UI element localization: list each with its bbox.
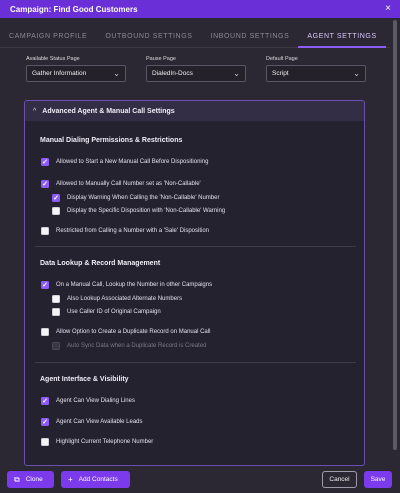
- chevron-down-icon: ⌄: [353, 69, 360, 78]
- section-title-manual: Manual Dialing Permissions & Restrictions: [40, 137, 183, 144]
- checkbox-label: Allowed to Manually Call Number set as 'Non-Callable': [56, 181, 201, 187]
- checkbox-row[interactable]: [41, 396, 135, 406]
- check-icon: ✓: [42, 180, 48, 188]
- checkbox-row[interactable]: [41, 226, 209, 236]
- page-selects: [26, 55, 366, 85]
- check-icon: ✓: [42, 158, 48, 166]
- save-label: Save: [370, 476, 386, 483]
- chevron-up-icon: ^: [33, 107, 37, 115]
- checkbox-label: Allowed to Start a New Manual Call Before Dispositioning: [56, 159, 209, 165]
- checkbox[interactable]: [41, 397, 49, 405]
- checkbox[interactable]: [41, 438, 49, 446]
- checkbox[interactable]: [41, 158, 49, 166]
- default-page-group: [266, 55, 366, 82]
- default-page-label: Default Page: [266, 56, 298, 62]
- checkbox[interactable]: [52, 194, 60, 202]
- checkbox[interactable]: [41, 227, 49, 235]
- advanced-settings-panel: [24, 100, 365, 466]
- checkbox-label: Highlight Current Telephone Number: [56, 439, 154, 445]
- checkbox-label: Display the Specific Disposition with 'Non-Callable' Warning: [67, 208, 226, 214]
- checkbox-row[interactable]: [41, 179, 201, 189]
- tab-inbound-settings[interactable]: INBOUND SETTINGS: [210, 33, 290, 40]
- window-titlebar: [0, 0, 400, 18]
- close-icon[interactable]: ×: [385, 3, 391, 14]
- panel-title: Advanced Agent & Manual Call Settings: [42, 107, 175, 115]
- chevron-down-icon: ⌄: [233, 69, 240, 78]
- checkbox[interactable]: [41, 180, 49, 188]
- add-contacts-button[interactable]: [61, 471, 130, 488]
- check-icon: ✓: [53, 194, 59, 202]
- tab-campaign-profile[interactable]: CAMPAIGN PROFILE: [9, 33, 88, 40]
- status-page-value: Gather Information: [32, 70, 87, 77]
- tab-bar: [0, 26, 390, 48]
- checkbox[interactable]: [52, 207, 60, 215]
- scrollbar-thumb[interactable]: [393, 20, 397, 450]
- add-contacts-label: Add Contacts: [78, 476, 118, 483]
- checkbox-label: On a Manual Call, Lookup the Number in other Campaigns: [56, 282, 213, 288]
- section-title-interface: Agent Interface & Visibility: [40, 376, 129, 383]
- check-icon: ✓: [42, 397, 48, 405]
- checkbox-row[interactable]: [41, 280, 212, 290]
- checkbox-row[interactable]: [41, 437, 153, 447]
- checkbox-row[interactable]: [52, 193, 219, 203]
- checkbox-row[interactable]: [52, 307, 161, 317]
- checkbox-label: Use Caller ID of Original Campaign: [67, 309, 161, 315]
- checkbox-label: Agent Can View Dialing Lines: [56, 398, 135, 404]
- section-title-lookup: Data Lookup & Record Management: [40, 260, 161, 267]
- pause-page-select[interactable]: [146, 65, 246, 82]
- checkbox-label: Allow Option to Create a Duplicate Record on Manual Call: [56, 329, 211, 335]
- default-page-select[interactable]: [266, 65, 366, 82]
- checkbox-label: Restricted from Calling a Number with a 'Sale' Disposition: [56, 228, 210, 234]
- divider: [35, 246, 356, 247]
- plus-icon: +: [68, 475, 73, 484]
- checkbox[interactable]: [52, 295, 60, 303]
- status-page-select[interactable]: [26, 65, 126, 82]
- cancel-label: Cancel: [329, 476, 350, 483]
- checkbox-row[interactable]: [41, 157, 208, 167]
- checkbox[interactable]: [52, 308, 60, 316]
- checkbox-row[interactable]: [52, 294, 182, 304]
- status-page-group: [26, 55, 126, 82]
- clone-label: Clone: [25, 476, 43, 483]
- save-button[interactable]: [364, 471, 392, 488]
- tab-agent-settings[interactable]: AGENT SETTINGS: [298, 26, 385, 48]
- panel-header[interactable]: [25, 101, 364, 121]
- checkbox-row[interactable]: [41, 417, 143, 427]
- checkbox-label: Also Lookup Associated Alternate Numbers: [67, 296, 183, 302]
- pause-page-label: Pause Page: [146, 56, 176, 62]
- checkbox-label: Agent Can View Available Leads: [56, 419, 143, 425]
- check-icon: ✓: [42, 418, 48, 426]
- checkbox-label: Display Warning When Calling the 'Non-Callable' Number: [67, 195, 220, 201]
- default-page-value: Script: [272, 70, 289, 77]
- checkbox-row[interactable]: [52, 206, 225, 216]
- checkbox[interactable]: [41, 328, 49, 336]
- divider: [35, 362, 356, 363]
- checkbox-row-disabled: [52, 341, 206, 351]
- tab-outbound-settings[interactable]: OUTBOUND SETTINGS: [105, 33, 193, 40]
- checkbox-row[interactable]: [41, 327, 210, 337]
- pause-page-value: DialedIn-Docs: [152, 70, 193, 77]
- check-icon: ✓: [42, 281, 48, 289]
- checkbox[interactable]: [41, 281, 49, 289]
- checkbox: [52, 342, 60, 350]
- copy-icon: ⧉: [14, 474, 20, 484]
- window-title: Campaign: Find Good Customers: [10, 4, 138, 14]
- pause-page-group: [146, 55, 246, 82]
- clone-button[interactable]: [7, 471, 54, 488]
- chevron-down-icon: ⌄: [113, 69, 120, 78]
- cancel-button[interactable]: [322, 471, 357, 488]
- status-page-label: Available Status Page: [26, 56, 80, 62]
- checkbox-label: Auto Sync Data when a Duplicate Record is Created: [67, 343, 207, 349]
- footer-bar: [0, 468, 400, 493]
- checkbox[interactable]: [41, 418, 49, 426]
